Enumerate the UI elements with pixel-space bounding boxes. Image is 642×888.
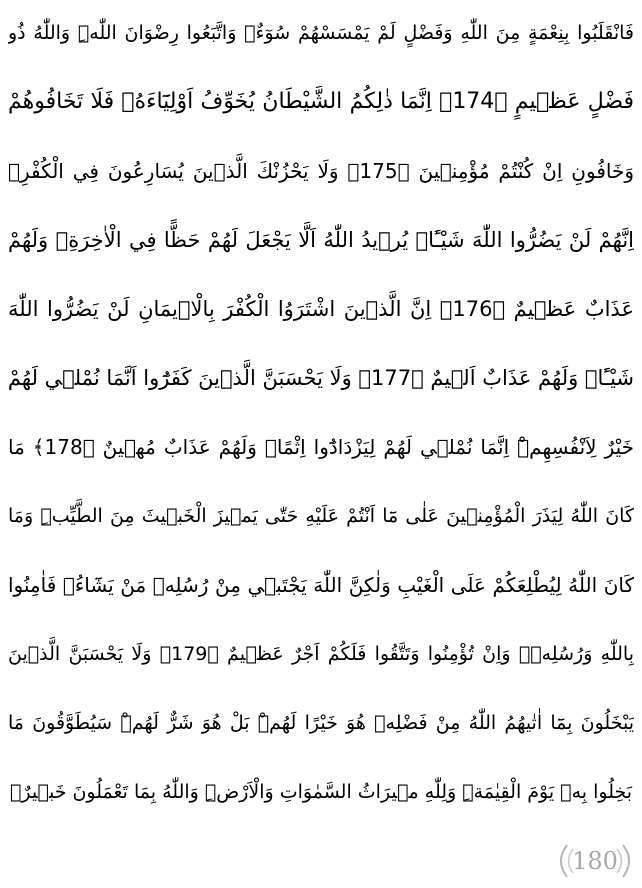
verse-line-4: اِنَّهُمْ لَنْ يَضُرُّوا اللّٰهَ شَيْـًٔاۜ يُر۪يدُ اللّٰهُ اَلَّا يَجْعَلَ لَهُمْ حَظًّا فِي الْاٰخِرَةِۚ وَلَهُمْ (8, 228, 634, 252)
verse-line-6: شَيْـًٔاۚ وَلَهُمْ عَذَابٌ اَل۪يمٌ ﴿177﴾ وَلَا يَحْسَبَنَّ الَّذ۪ينَ كَفَرُٓوا اَنَّمَا نُمْل۪ي لَهُمْ (8, 366, 634, 390)
verse-line-9: كَانَ اللّٰهُ لِيُطْلِعَكُمْ عَلَى الْغَيْبِ وَلٰكِنَّ اللّٰهَ يَجْتَب۪ي مِنْ رُسُلِه۪ مَنْ يَشَٓاءُۖ فَاٰمِنُوا (8, 573, 634, 597)
verse-line-11: يَبْخَلُونَ بِمَٓا اٰتٰيهُمُ اللّٰهُ مِنْ فَضْلِه۪ هُوَ خَيْرًا لَهُمْۜ بَلْ هُوَ شَرٌّ لَهُمْۜ سَيُطَوَّقُونَ مَا (8, 712, 634, 734)
verse-line-7: خَيْرٌ لِاَنْفُسِهِمْۜ اِنَّمَا نُمْل۪ي لَهُمْ لِيَزْدَادُٓوا اِثْمًاۚ وَلَهُمْ عَذَابٌ مُه۪ينٌ ﴿178﴾ مَا (8, 435, 634, 459)
verse-line-12: بَخِلُوا بِه۪ يَوْمَ الْقِيٰمَةِۜ وَلِلّٰهِ م۪يرَاثُ السَّمٰوَاتِ وَالْاَرْضِۜ وَاللّٰهُ بِمَا تَعْمَلُونَ خَب۪يرٌ۟ (9, 781, 633, 803)
verse-number: 180 (572, 847, 618, 875)
verse-line-2: فَضْلٍ عَظ۪يمٍ ﴿174﴾ اِنَّمَا ذٰلِكُمُ الشَّيْطَانُ يُخَوِّفُ اَوْلِيَٓاءَهُۖ فَلَا تَخَافُوهُمْ (8, 89, 634, 114)
verse-line-8: كَانَ اللّٰهُ لِيَذَرَ الْمُؤْمِن۪ينَ عَلٰى مَٓا اَنْتُمْ عَلَيْهِ حَتّٰى يَم۪يزَ الْخَب۪يثَ مِنَ الطَّيِّبِۜ وَمَا (8, 505, 634, 527)
verse-line-1: فَانْقَلَبُوا بِنِعْمَةٍ مِنَ اللّٰهِ وَفَضْلٍ لَمْ يَمْسَسْهُمْ سُوٓءٌۙ وَاتَّبَعُوا رِضْوَانَ اللّٰهِۜ وَاللّٰهُ ذُو (8, 22, 634, 44)
verse-line-10: بِاللّٰهِ وَرُسُلِه۪ۚ وَاِنْ تُؤْمِنُوا وَتَتَّقُوا فَلَكُمْ اَجْرٌ عَظ۪يمٌ ﴿179﴾ وَلَا يَحْسَبَنَّ الَّذ۪ينَ (8, 643, 634, 665)
verse-line-3: وَخَافُونِ اِنْ كُنْتُمْ مُؤْمِن۪ينَ ﴿175﴾ وَلَا يَحْزُنْكَ الَّذ۪ينَ يُسَارِعُونَ فِي الْكُفْرِۚ (8, 159, 634, 183)
verse-line-5: عَذَابٌ عَظ۪يمٌ ﴿176﴾ اِنَّ الَّذ۪ينَ اشْتَرَوُا الْكُفْرَ بِالْا۪يمَانِ لَنْ يَضُرُّوا اللّٰهَ (8, 297, 634, 321)
verse-end-marker (553, 841, 637, 881)
